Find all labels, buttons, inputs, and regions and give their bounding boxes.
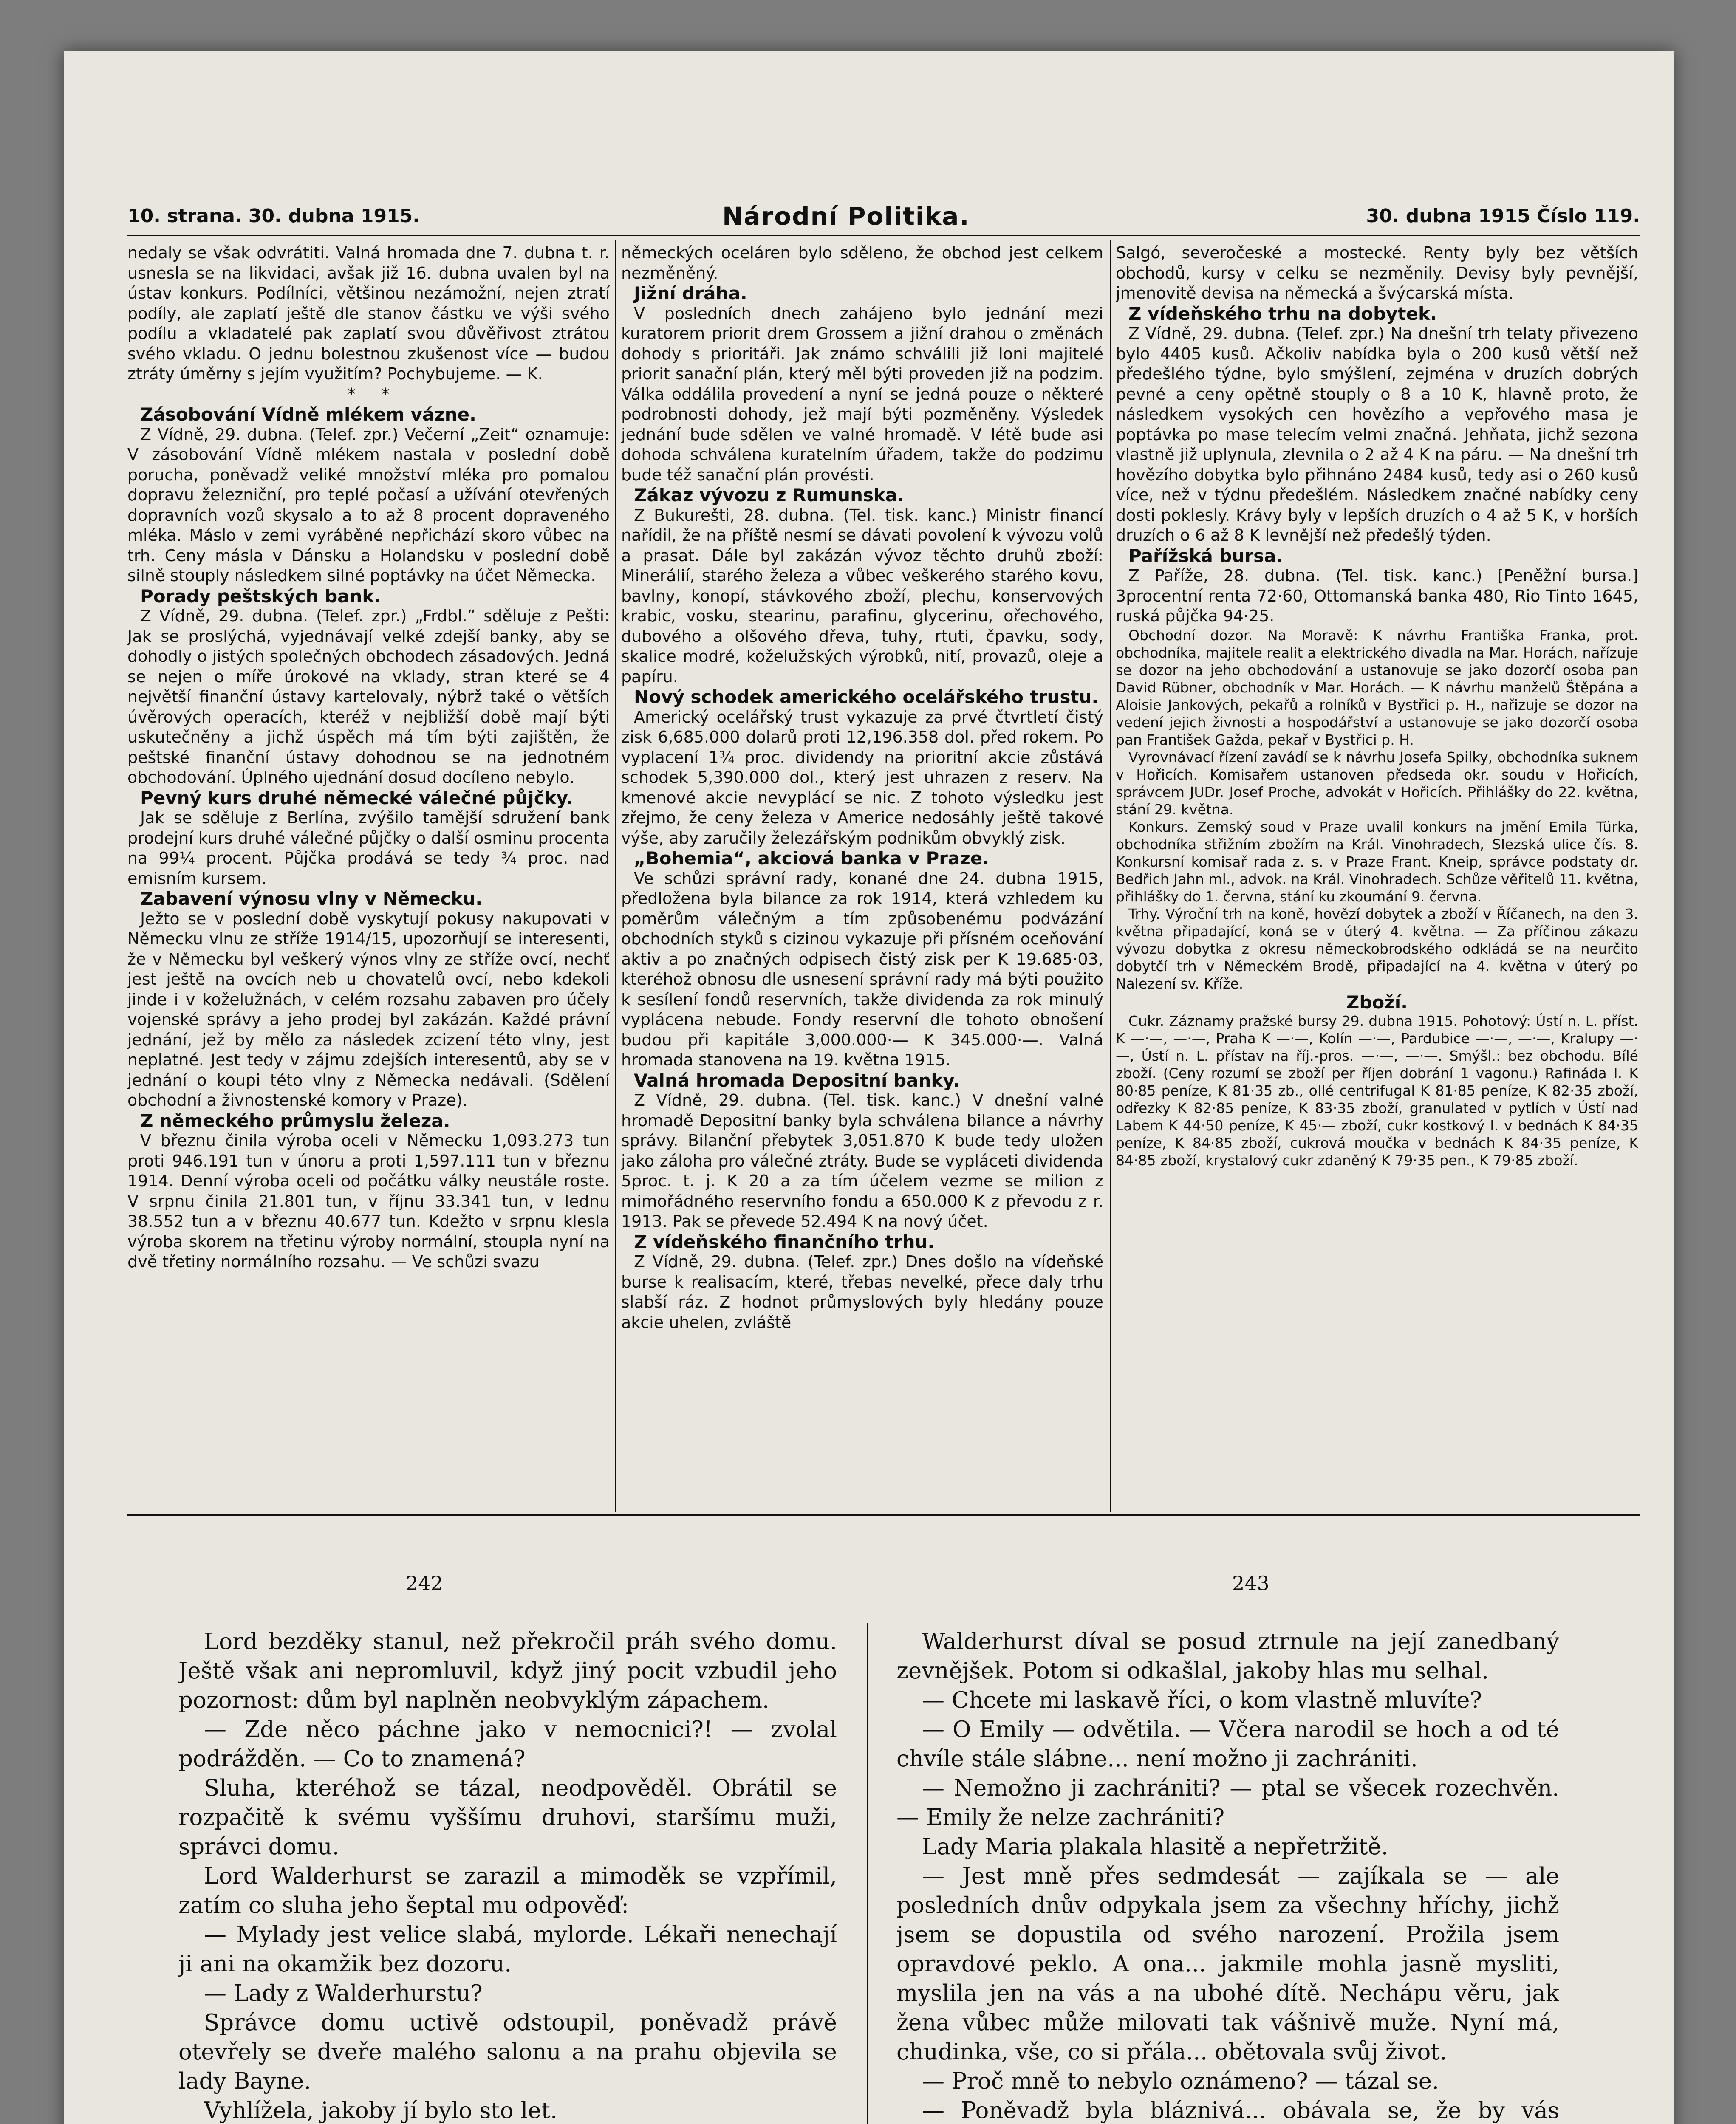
story-paragraph: — O Emily — odvětila. — Včera narodil se hoch a od té chvíle stále slábne... není možno ji zachrániti. [896, 1717, 1559, 1772]
story-paragraph: Správce domu uctivě odstoupil, poněvadž právě otevřely se dveře malého salonu a na prahu objevila se lady Bayne. [178, 2010, 837, 2094]
story-paragraph: — Nemožno ji zachrániti? — ptal se všecek rozechvěn. — Emily že nelze zachrániti? [896, 1775, 1559, 1830]
article-text: Z Vídně, 29. dubna. (Telef. zpr.) Večerní „Zeit“ oznamuje: V zásobování Vídně mlékem nastala v poslední době porucha, poněvadž veliké množství mléka pro pomalou dopravu železniční, pro teplé počasí a užívání otevřených dopravních vozů skysalo a to až 8 procent dopraveného mléka. Máslo v zemi vyráběné nepřichází skoro vůbec na trh. Ceny másla v Dánsku a Holandsku v poslední době silně stouply následkem silné poptávky na účet Německa. [127, 425, 610, 585]
story-paragraph: Walderhurst díval se posud ztrnule na její zanedbaný zevnějšek. Potom si odkašlal, jakoby hlas mu selhal. [896, 1629, 1559, 1684]
story-paragraph: — Lady z Walderhurstu? [204, 1980, 483, 2006]
article-headline: Valná hromada Depositní banky. [634, 1070, 960, 1091]
column-divider-1 [615, 240, 616, 1512]
story-paragraph: Lord Walderhurst se zarazil a mimoděk se vzpřímil, zatím co sluha jeho šeptal mu odpověď: [178, 1863, 837, 1918]
page-number-left: 242 [406, 1572, 443, 1595]
article-text: Z Vídně, 29. dubna. (Tel. tisk. kanc.) V dnešní valné hromadě Depositní banky byla schválena bilance a návrhy správy. Bilanční přebytek 3,051.870 K bude tedy uložen jako záloha pro válečné ztráty. Bude se vypláceti dividenda 5proc. t. j. K 20 a za tím účelem vezme se milion z mimořádného reservního fondu a 650.000 K z převodu z r. 1913. Pak se převede 52.494 K na nový účet. [621, 1091, 1103, 1231]
serial-story-right [896, 1627, 1559, 2124]
article-text: Z Vídně, 29. dubna. (Telef. zpr.) „Frdbl.“ sděluje z Pešti: Jak se proslýchá, vyjednávají velké zdejší banky, aby se dohodly o jistých společných obchodech zásadových. Jedná se nejen o míře úrokové na vklady, stran které se 4 největší finanční ústavy kartelovaly, nýbrž také o větších úvěrových operacích, kteréž v nejbližší době mají býti uskutečněny a jichž úspěch má tím býti zajištěn, že peštské finanční ústavy dohodnou se na jednotném obchodování. Úplného ujednání dosud docíleno nebylo. [127, 607, 610, 787]
header-rule [127, 235, 1640, 236]
article-text: Z Paříže, 28. dubna. (Tel. tisk. kanc.) [Peněžní bursa.] 3procentní renta 72·60, Ottomanská banka 480, Rio Tinto 1645, ruská půjčka 94·25. [1116, 566, 1638, 625]
notice-text: Obchodní dozor. Na Moravě: K návrhu Františka Franka, prot. obchodníka, majitele realit a elektrického divadla na Mar. Horách, nařízuje se dozor na jeho obchodování a ustanovuje se jako dozorčí osoba pan David Rübner, obchodník v Mar. Horách. — K návrhu manželů Štěpána a Aloisie Jankových, pekařů a rolníků v Bystřici p. H., nařizuje se dozor na vedení jejich živnosti a hospodářství a ustanovuje se jako dozorčí osoba pan František Gažda, pekař v Bystřici p. H. [1116, 627, 1638, 748]
column-2 [621, 243, 1103, 1513]
story-paragraph: — Mylady jest velice slabá, mylorde. Lékaři nenechají ji ani na okamžik bez dozoru. [178, 1922, 837, 1977]
article-text: Ve schůzi správní rady, konané dne 24. dubna 1915, předložena byla bilance za rok 1914, která vzhledem ku poměrům válečným a tím způsobenému podvázání obchodních styků s cizinou vykazuje při přísném oceňování aktiv a po značných odpisech čistý zisk per K 19.685·03, kteréhož obnosu dle usnesení správní rady má býti použito k sesílení fondů reservních, takže dividenda za rok minulý vyplácena nebude. Fondy reservní dle tohoto obnošení budou při kapitále 3,000.000·— K 345.000·—. Valná hromada stanovena na 19. května 1915. [621, 869, 1103, 1069]
notice-text: Vyrovnávací řízení zavádí se k návrhu Josefa Spilky, obchodníka suknem v Hořicích. Komisařem ustanoven předseda okr. soudu v Hořicích, správcem JUDr. Josef Proche, advokát v Hořicích. Přihlášky do 22. května, stání 29. května. [1116, 748, 1638, 818]
article-headline: Porady peštských bank. [140, 585, 381, 607]
header-right: 30. dubna 1915 Číslo 119. [1366, 205, 1640, 227]
article-headline: Zásobování Vídně mlékem vázne. [140, 404, 477, 425]
article-text: německých oceláren bylo sděleno, že obchod jest celkem nezměněný. [621, 243, 1103, 282]
story-paragraph: Vyhlížela, jakoby jí bylo sto let. [204, 2098, 557, 2124]
article-text: nedaly se však odvrátiti. Valná hromada dne 7. dubna t. r. usnesla se na likvidaci, avšak již 16. dubna uvalen byl na ústav konkurs. Podílníci, většinou nezámožní, nejen ztratí podíly, ale zaplatí ještě dle stanov částku ve výši svého podílu a vkladatelé pak zaplatí svou důvěřivost ztrátou svého vkladu. O jednu bolestnou zkušenost více — budou ztráty úměrny s jejím využitím? Pochybujeme. — K. [127, 243, 610, 383]
article-headline: „Bohemia“, akciová banka v Praze. [634, 848, 990, 869]
article-headline: Z vídeňského finančního trhu. [634, 1231, 935, 1252]
page-header [127, 202, 1640, 232]
story-paragraph: — Chcete mi laskavě říci, o kom vlastně mluvíte? [922, 1687, 1482, 1713]
masthead-title: Národní Politika. [722, 202, 970, 231]
article-text: Americký ocelářský trust vykazuje za prvé čtvrtletí čistý zisk 6,685.000 dolarů proti 12,196.358 dol. před rokem. Po vyplacení 1¾ proc. dividendy na prioritní akcie zůstává schodek 5,390.000 dol., který jest uhrazen z reserv. Na kmenové akcie nevyplácí se nic. Z tohoto výsledku jest zřejmo, že ceny železa v Americe nedosáhly ještě takové výše, aby zaručily železářským podnikům obvyklý zisk. [621, 707, 1103, 847]
column-1 [127, 243, 610, 1513]
column-divider-2 [1110, 240, 1111, 1512]
story-paragraph: Sluha, kteréhož se tázal, neodpověděl. Obrátil se rozpačitě k svému vyššímu druhovi, staršímu muži, správci domu. [178, 1775, 837, 1860]
article-text: Jak se sděluje z Berlína, zvýšilo tamější sdružení bank prodejní kurs druhé válečné půjčky o další osminu procenta na 99¼ procent. Půjčka prodává se tedy ¾ proc. nad emisním kursem. [127, 808, 610, 888]
article-text: V březnu činila výroba oceli v Německu 1,093.273 tun proti 946.191 tun v únoru a proti 1,597.111 tun v březnu 1914. Denní výroba oceli od počátku války neustále roste. V srpnu činila 21.801 tun, v říjnu 33.341 tun, v lednu 38.552 tun a v březnu 40.677 tun. Kdežto v srpnu klesla výroba skorem na třetinu výroby normální, stoupla nyní na dvě třetiny normálního rozsahu. — Ve schůzi svazu [127, 1131, 610, 1271]
article-headline: Nový schodek amerického ocelářského trustu. [634, 686, 1099, 707]
article-headline: Zabavení výnosu vlny v Německu. [140, 888, 483, 909]
story-paragraph: — Jest mně přes sedmdesát — zajíkala se — ale posledních dnův odpykala jsem za všechny hříchy, jichž jsem se dopustila od svého narození. Prožila jsem opravdové peklo. A ona... jakmile mohla jasně mysliti, myslila jen na vás a na ubohé dítě. Nechápu věru, jak žena vůbec může milovati tak vášnivě muže. Nyní má, chudinka, vše, co si přála... obětovala svůj život. [896, 1863, 1559, 2065]
article-headline: Jižní dráha. [634, 283, 747, 304]
article-text: Ježto se v poslední době vyskytují pokusy nakupovati v Německu vlnu ze stříže 1914/15, upozorňují se interesenti, že v Německu byl veškerý výnos vlny ze stříže ovcí, nechť jest ještě na ovcích neb u chovatelů ovcí, nebo kdekoli jinde i v koželužnách, v celém rozsahu zabaven pro účely vojenské správy a jeho prodej byl zakázán. Každé právní jednání, jež by mělo za následek zcizení této vlny, jest neplatné. Jest tedy v zájmu zdejších interesentů, aby se v jednání o koupi této vlny z Německa nedávali. (Sdělení obchodní a živnostenské komory v Praze). [127, 909, 610, 1110]
article-text: Z Vídně, 29. dubna. (Telef. zpr.) Na dnešní trh telaty přivezeno bylo 4405 kusů. Ačkoliv nabídka byla o 200 kusů větší než předešlého týdne, bylo smýšlení, zejména v druzích dobrých pevné a ceny opětně stouply o 8 a 10 K, hlavně proto, že následkem vysokých cen hovězího a vepřového masa je poptávka po mase telecím velmi značná. Jehňata, jichž sezona vlastně již uplynula, zlevnila o 2 až 4 K na páru. — Na dnešní trh hovězího dobytka bylo přihnáno 2484 kusů, tedy asi o 260 kusů více, než v týdnu předešlém. Následkem značné nabídky ceny dosti poklesly. Krávy byly v lepších druzích o 4 až 5 K, v horších druzích o 6 až 8 K levnější než předešlý týden. [1116, 324, 1638, 545]
story-paragraph: Lady Maria plakala hlasitě a nepřetržitě. [922, 1834, 1388, 1860]
article-headline: Z vídeňského trhu na dobytek. [1128, 303, 1437, 324]
article-text: Z Vídně, 29. dubna. (Telef. zpr.) Dnes došlo na vídeňské burse k realisacím, které, třebas nevelké, přece daly trhu slabší ráz. Z hodnot průmyslových byly hledány pouze akcie uhelen, zvláště [621, 1252, 1103, 1332]
story-paragraph: Lord bezděky stanul, než překročil práh svého domu. Ještě však ani nepromluvil, když jiný pocit vzbudil jeho pozornost: dům byl naplněn neobvyklým zápachem. [178, 1629, 837, 1713]
serial-divider [867, 1623, 868, 2124]
header-left: 10. strana. 30. dubna 1915. [127, 205, 420, 227]
article-headline: Zákaz vývozu z Rumunska. [634, 485, 905, 506]
column-3 [1116, 243, 1638, 1513]
article-headline: Pevný kurs druhé německé válečné půjčky. [140, 787, 574, 808]
bottom-rule [127, 1514, 1640, 1516]
article-headline: Pařížská bursa. [1128, 545, 1283, 566]
article-text: V posledních dnech zahájeno bylo jednání mezi kuratorem priorit drem Grossem a jižní drahou o změnách dohody s prioritáři. Jak známo schválili již loni majitelé priorit sanační plán, který měl býti proveden již na podzim. Válka oddálila provedení a nyní se jedná pouze o některé podrobnosti dohody, jež mají býti pozměněny. Výsledek jednání bude sdělen ve valné hromadě. V létě bude asi dohoda schválena kuratelním úřadem, takže do podzimu bude též sanační plán provésti. [621, 304, 1103, 484]
section-title-goods: Zboží. [1346, 991, 1408, 1013]
page-number-right: 243 [1232, 1572, 1269, 1595]
notice-text: Konkurs. Zemský soud v Praze uvalil konkurs na jmění Emila Türka, obchodníka střižním zbožím na Král. Vinohradech, Slezská ulice čís. 8. Konkursní komisař rada z. s. v Praze Frant. Kneip, správce podstaty dr. Bedřich Jahn ml., advok. na Král. Vinohradech. Schůze věřitelů 11. května, přihlášky do 1. června, stání ku zkoumání 9. června. [1116, 818, 1638, 905]
story-paragraph: — Proč mně to nebylo oznámeno? — tázal se. [922, 2068, 1439, 2094]
story-paragraph: — Poněvadž byla bláznivá... obávala se, že by vás [922, 2098, 1559, 2124]
notice-text: Cukr. Záznamy pražské bursy 29. dubna 1915. Pohotový: Ústí n. L. příst. K —·—, —·—, Praha K —·—, Kolín —·—, Pardubice —·—, —·—, Kralupy —·—, Ústí n. L. přístav na říj.-pros. —·—, —·—. Smýšl.: bez obchodu. Bílé zboží. (Ceny rozumí se zboží per říjen dobrání 1 vagonu.) Rafináda I. K 80·85 peníze, K 81·35 zb., ollé centrifugal K 81·85 peníze, K 82·35 zboží, odřezky K 82·85 peníze, K 83·35 zboží, granulated v pytlích v Ústí nad Labem K 44·50 peníze, K 45·— zboží, cukr kostkový I. v bednách K 84·35 peníze, K 84·85 zboží, cukrová moučka v bednách K 84·35 peníze, K 84·85 zboží, krystalový cukr zdaněný K 79·35 pen., K 79·85 zboží. [1116, 1013, 1638, 1169]
article-headline: Z německého průmyslu železa. [140, 1110, 450, 1131]
article-text: Z Bukurešti, 28. dubna. (Tel. tisk. kanc.) Ministr financí nařídil, že na příště nesmí se dávati povolení k vývozu volů a prasat. Dále byl zakázán vývoz těchto druhů zboží: Minerálií, starého železa a vůbec veškerého starého kovu, bavlny, konopí, stávkového zboží, plechu, konservových krabic, vosku, stearinu, parafinu, glycerinu, ořechového, dubového a olšového dřeva, tuhy, rtuti, čpavku, sody, skalice modré, koželužských výrobků, nití, provazů, oleje a papíru. [621, 506, 1103, 686]
section-divider: * * [348, 384, 390, 404]
story-paragraph: — Zde něco páchne jako v nemocnici?! — zvolal podrážděn. — Co to znamená? [178, 1717, 837, 1772]
article-text: Salgó, severočeské a mostecké. Renty byly bez větších obchodů, kursy v celku se nezměnily. Devisy byly pevnější, jmenovitě devisa na německá a švýcarská místa. [1116, 243, 1638, 302]
notice-text: Trhy. Výroční trh na koně, hovězí dobytek a zboží v Říčanech, na den 3. května připadající, koná se v úterý 4. května. — Za příčinou zákazu vývozu dobytka z okresu německobrodského odkládá se na neurčito dobytčí trh v Německém Brodě, připadající na 4. května v úterý po Nalezení sv. Kříže. [1116, 905, 1638, 992]
serial-story-left [178, 1627, 837, 2124]
